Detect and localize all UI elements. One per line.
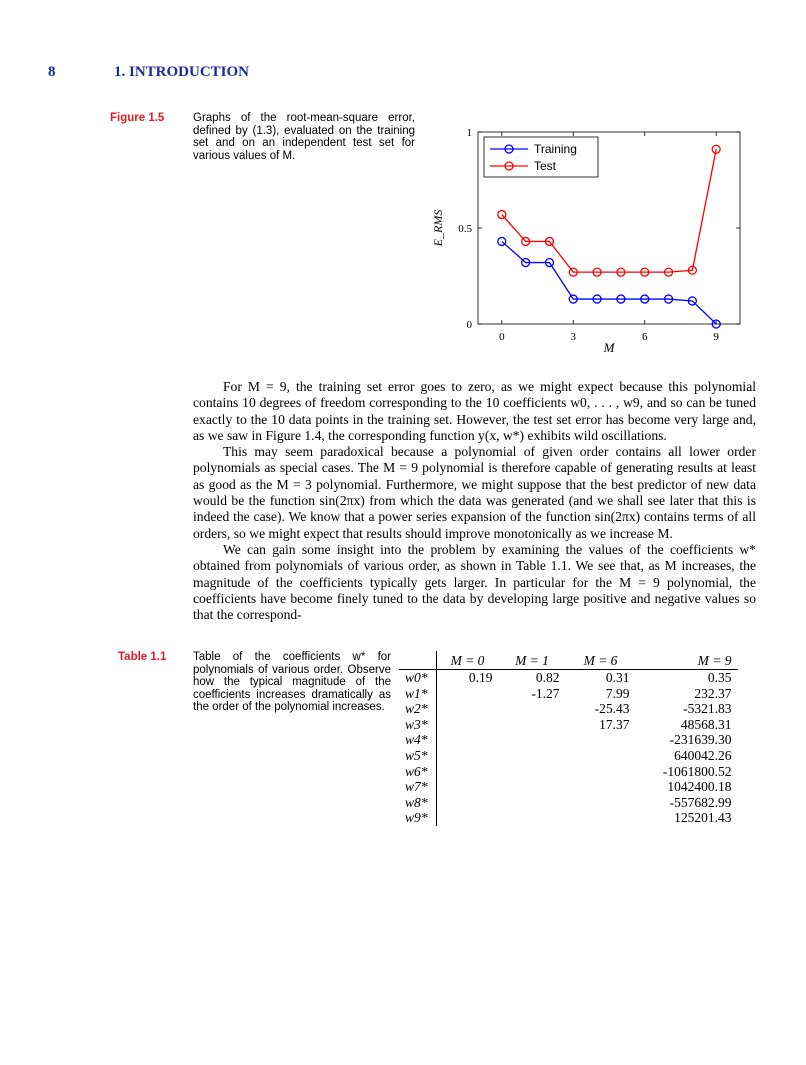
table-row	[399, 795, 738, 811]
table-row	[399, 810, 738, 826]
row-label: w1*	[399, 686, 436, 702]
body-paragraph: For M = 9, the training set error goes to zero, as we might expect because this polynomial contains 10 degrees of freedom corresponding to the 10 coefficients w0, . . . , w9, and so can be tuned exactly to the 10 data points in the training set. However, the test set error has become very large and, as we saw in Figure 1.4, the corresponding function y(x, w*) exhibits wild oscillations.	[193, 379, 756, 443]
table-cell: 17.37	[599, 716, 630, 732]
table-cell	[566, 795, 636, 811]
table-cell	[499, 779, 566, 795]
table-cell	[566, 779, 636, 795]
legend-label: Training	[534, 142, 577, 156]
x-tick-label: 9	[713, 331, 719, 343]
header-m9: M = 9	[636, 651, 738, 670]
table-row	[399, 686, 738, 702]
x-tick-label: 6	[641, 331, 648, 343]
x-tick-label: 0	[499, 331, 505, 343]
table-cell	[499, 748, 566, 764]
table-row	[399, 732, 738, 748]
series-line	[502, 241, 716, 324]
table-cell	[436, 748, 499, 764]
table-label: Table 1.1	[118, 651, 167, 663]
table-cell: 48568.31	[680, 716, 732, 732]
row-label: w9*	[399, 810, 436, 826]
table-cell: 640042.26	[674, 747, 732, 763]
row-label: w7*	[399, 779, 436, 795]
table-cell	[436, 779, 499, 795]
y-tick-label: 0.5	[458, 223, 472, 235]
table-cell: 0.35	[707, 670, 732, 685]
legend-label: Test	[534, 159, 557, 173]
table-cell	[499, 732, 566, 748]
table-cell	[566, 764, 636, 780]
table-cell: 0.19	[468, 670, 493, 685]
x-axis-label: M	[603, 340, 615, 355]
body-text	[193, 379, 756, 623]
table-cell	[499, 717, 566, 733]
table-corner	[399, 651, 436, 670]
page-number: 8	[48, 64, 56, 80]
table-cell: -5321.83	[683, 701, 732, 717]
table-cell: -557682.99	[669, 794, 732, 810]
table-cell: 0.82	[535, 670, 560, 685]
table-cell: 125201.43	[674, 810, 732, 826]
table-row	[399, 779, 738, 795]
table-header-row	[399, 651, 738, 670]
data-point	[498, 211, 506, 219]
table-row	[399, 670, 738, 686]
table-cell	[499, 810, 566, 826]
row-label: w8*	[399, 795, 436, 811]
body-paragraph: We can gain some insight into the problem by examining the values of the coefficients w* obtained from polynomials of various order, as shown in Table 1.1. We see that, as M increases, the magnitude of the coefficients typically gets larger. In particular for the M = 9 polynomial, the coefficients have become finely tuned to the data by developing large positive and negative values so that the correspond-	[193, 541, 756, 623]
table-cell	[499, 795, 566, 811]
table-row	[399, 764, 738, 780]
table-cell: -231639.30	[669, 732, 732, 748]
y-axis-label: E_RMS	[431, 209, 445, 247]
row-label: w0*	[399, 670, 436, 686]
row-label: w2*	[399, 701, 436, 717]
figure-caption: Graphs of the root-mean-square error, defined by (1.3), evaluated on the training set and on an independent test set for various values of M.	[193, 112, 415, 162]
x-tick-label: 3	[570, 331, 577, 343]
y-tick-label: 1	[466, 127, 472, 139]
data-point	[498, 237, 506, 245]
row-label: w3*	[399, 717, 436, 733]
table-cell: 7.99	[605, 685, 630, 701]
y-tick-label: 0	[466, 319, 472, 331]
row-label: w4*	[399, 732, 436, 748]
header-m0: M = 0	[436, 651, 499, 670]
table-caption: Table of the coefficients w* for polynomials of various order. Observe how the typical magnitude of the coefficients increases dramatically as the order of the polynomial increases.	[193, 651, 391, 714]
table-cell	[436, 732, 499, 748]
table-cell	[436, 810, 499, 826]
table-cell	[499, 701, 566, 717]
figure-label: Figure 1.5	[110, 112, 165, 124]
table-cell	[436, 717, 499, 733]
table-cell: 232.37	[694, 685, 732, 701]
table-cell	[436, 764, 499, 780]
table-cell	[566, 810, 636, 826]
table-cell	[566, 732, 636, 748]
rms-error-chart	[420, 120, 750, 360]
header-m6: M = 6	[566, 651, 636, 670]
table-cell	[436, 701, 499, 717]
table-cell: 0.31	[605, 670, 630, 685]
table-cell	[499, 764, 566, 780]
table-cell	[566, 748, 636, 764]
body-paragraph: This may seem paradoxical because a polynomial of given order contains all lower order polynomials as special cases. The M = 9 polynomial is therefore capable of generating results at least as good as the M = 3 polynomial. Furthermore, we might suppose that the best predictor of new data would be the function sin(2πx) from which the data was generated (and we shall see later that this is indeed the case). We know that a power series expansion of the function sin(2πx) contains terms of all orders, so we might expect that results should improve monotonically as we increase M.	[193, 444, 756, 541]
row-label: w5*	[399, 748, 436, 764]
table-cell: 1042400.18	[667, 779, 732, 795]
table-row	[399, 748, 738, 764]
table-cell	[436, 795, 499, 811]
coefficients-table	[399, 651, 738, 826]
table-cell: -25.43	[594, 701, 630, 717]
table-row	[399, 717, 738, 733]
table-cell: -1.27	[531, 685, 560, 701]
header-m1: M = 1	[499, 651, 566, 670]
chapter-title: 1. INTRODUCTION	[114, 64, 250, 80]
row-label: w6*	[399, 764, 436, 780]
table-row	[399, 701, 738, 717]
table-cell	[436, 686, 499, 702]
table-cell: -1061800.52	[662, 763, 732, 779]
